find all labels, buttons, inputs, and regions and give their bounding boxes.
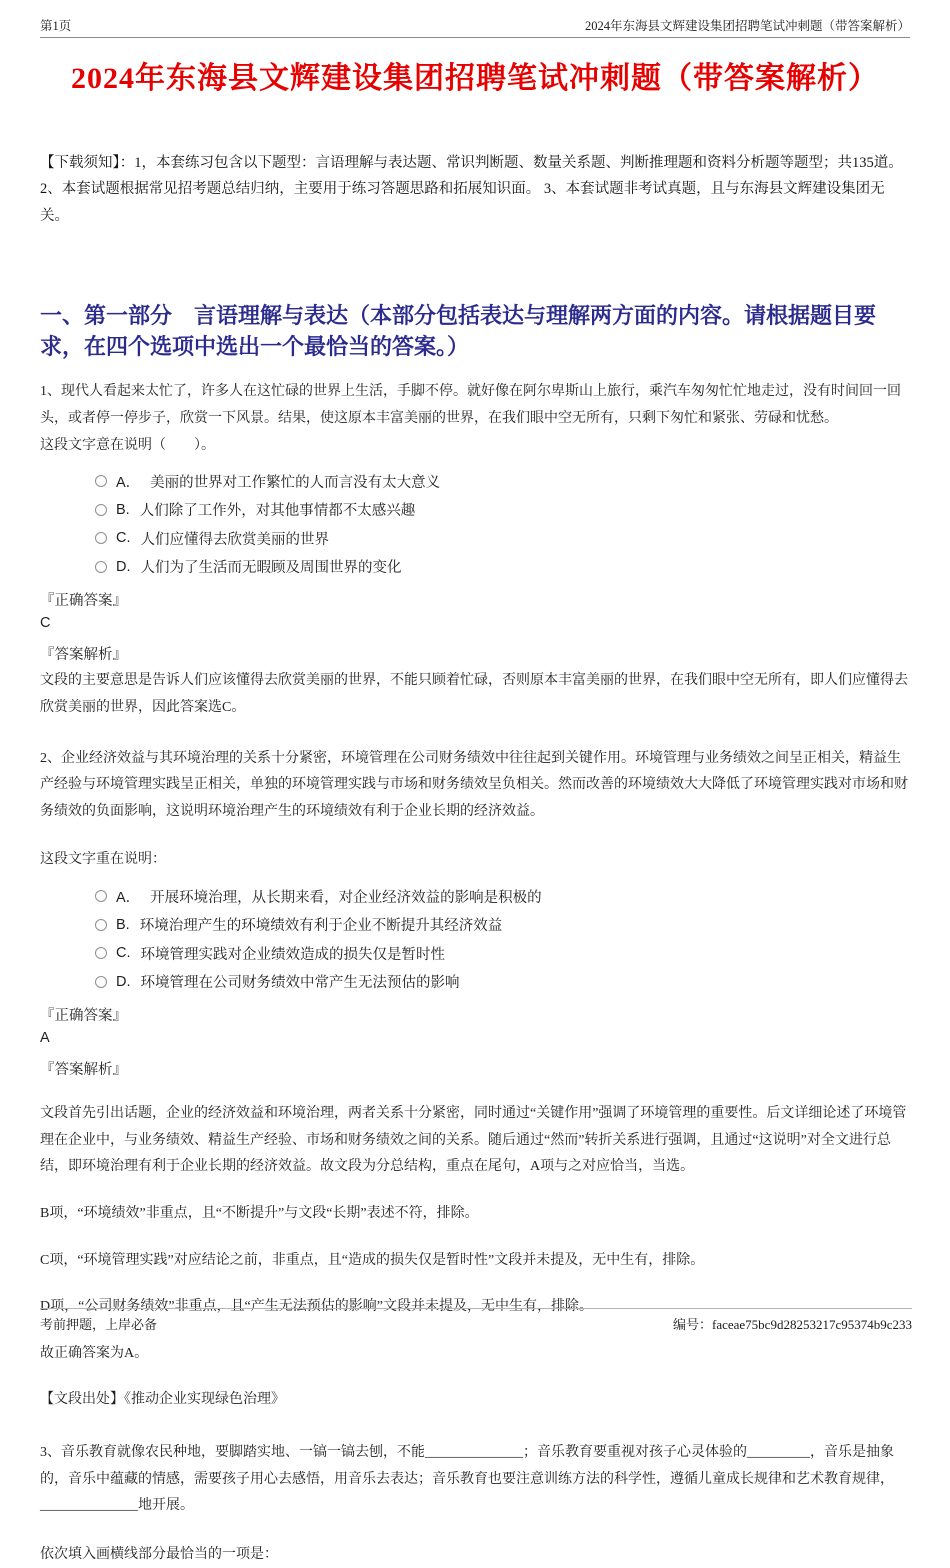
footer-serial: 编号：faceae75bc9d28253217c95374b9c233	[673, 1317, 912, 1332]
radio-button-icon[interactable]	[95, 976, 107, 988]
option-text: 环境治理产生的环境绩效有利于企业不断提升其经济效益	[139, 918, 503, 935]
question-3-prompt: 依次填入画横线部分最恰当的一项是：	[40, 1546, 278, 1562]
option-row-c	[95, 524, 910, 553]
radio-button-icon[interactable]	[95, 532, 107, 544]
radio-button-icon[interactable]	[95, 475, 107, 487]
analysis-conclusion: 故正确答案为A。	[40, 1345, 149, 1361]
analysis-text: 文段的主要意思是告诉人们应该懂得去欣赏美丽的世界，不能只顾着忙碌，否则原本丰富美丽的世界，在我们眼中空无所有，即人们应懂得去欣赏美丽的世界，因此答案选C。	[40, 673, 908, 716]
section-1-heading: 一、第一部分 言语理解与表达（本部分包括表达与理解两方面的内容。请根据题目要求，在四个选项中选出一个最恰当的答案。）	[40, 302, 877, 360]
radio-button-icon[interactable]	[95, 919, 107, 931]
correct-answer-label: 『正确答案』	[40, 593, 127, 610]
question-1-stem: 1、现代人看起来太忙了，许多人在这忙碌的世界上生活，手脚不停。就好像在阿尔卑斯山上旅行，乘汽车匆匆忙忙地走过，没有时间回一回头，或者停一停步子，欣赏一下风景。结果，使这原本丰富美丽的世界，在我们眼中空无所有，只剩下匆忙和紧张、劳碌和忧愁。 这段文字意在说明（ ）。	[40, 384, 901, 453]
option-letter: A．	[116, 889, 141, 906]
option-row-b	[95, 911, 910, 940]
doc-title: 2024年东海县文辉建设集团招聘笔试冲刺题（带答案解析）	[71, 62, 879, 95]
option-text: 美丽的世界对工作繁忙的人而言没有太大意义	[150, 474, 441, 491]
option-letter: C.	[116, 530, 131, 547]
option-text: 开展环境治理，从长期来看，对企业经济效益的影响是积极的	[150, 889, 542, 906]
option-row-d	[95, 968, 910, 997]
analysis-label: 『答案解析』	[40, 646, 127, 663]
option-letter: A．	[116, 474, 141, 491]
question-1	[40, 379, 910, 721]
option-letter: B.	[116, 916, 130, 933]
option-row-b	[95, 496, 910, 525]
page-header	[40, 0, 910, 38]
analysis-label: 『答案解析』	[40, 1061, 127, 1078]
analysis-option-c: C项，“环境管理实践”对应结论之前，非重点，且“造成的损失仅是暂时性”文段并未提及，无中生有，排除。	[40, 1252, 705, 1268]
option-text: 人们除了工作外，对其他事情都不太感兴趣	[139, 503, 416, 520]
option-text: 环境管理实践对企业绩效造成的损失仅是暂时性	[140, 946, 445, 963]
option-text: 人们应懂得去欣赏美丽的世界	[140, 531, 329, 548]
option-row-d	[95, 553, 910, 582]
option-row-a	[95, 467, 910, 496]
option-letter: D.	[116, 973, 131, 990]
correct-answer-value: A	[40, 1029, 50, 1046]
question-2-options	[95, 882, 910, 996]
option-letter: D.	[116, 558, 131, 575]
page-footer	[40, 1308, 912, 1333]
footer-slogan: 考前押题，上岸必备	[40, 1317, 158, 1332]
option-text: 环境管理在公司财务绩效中常产生无法预估的影响	[140, 975, 460, 992]
radio-button-icon[interactable]	[95, 561, 107, 573]
analysis-option-d: D项，“公司财务绩效”非重点，且“产生无法预估的影响”文段并未提及，无中生有，排除。	[40, 1299, 593, 1315]
question-2-prompt: 这段文字重在说明：	[40, 852, 166, 868]
option-letter: C.	[116, 945, 131, 962]
download-notice: 【下载须知】：1，本套练习包含以下题型：言语理解与表达题、常识判断题、数量关系题、判断推理题和资料分析题等题型；共135道。 2、本套试题根据常见招考题总结归纳，主要用于练习答题思路和拓展知识面。 3、本套试题非考试真题，且与东海县文辉建设集团无关。	[40, 154, 903, 225]
option-row-a	[95, 882, 910, 911]
option-text: 人们为了生活而无暇顾及周围世界的变化	[140, 560, 402, 577]
page-number: 第1页	[40, 19, 72, 33]
option-row-c	[95, 939, 910, 968]
question-2-stem: 2、企业经济效益与其环境治理的关系十分紧密，环境管理在公司财务绩效中往往起到关键作用。环境管理与业务绩效之间呈正相关，精益生产经验与环境管理实践呈正相关，单独的环境管理实践与市场和财务绩效呈负相关。然而改善的环境绩效大大降低了环境管理实践对市场和财务绩效的负面影响，这说明环境治理产生的环境绩效有利于企业长期的经济效益。	[40, 750, 908, 819]
passage-source: 【文段出处】《推动企业实现绿色治理》	[40, 1392, 285, 1408]
question-3	[40, 1440, 910, 1568]
analysis-option-b: B项，“环境绩效”非重点，且“不断提升”与文段“长期”表述不符，排除。	[40, 1206, 479, 1222]
correct-answer-value: C	[40, 614, 51, 631]
option-letter: B.	[116, 501, 130, 518]
analysis-main: 文段首先引出话题，企业的经济效益和环境治理，两者关系十分紧密，同时通过“关键作用”强调了环境管理的重要性。后文详细论述了环境管理在企业中，与业务绩效、精益生产经验、市场和财务绩效之间的关系。随后通过“然而”转折关系进行强调，且通过“这说明”对全文进行总结，即环境治理有利于企业长期的经济效益。故文段为分总结构，重点在尾句，A项与之对应恰当，当选。	[40, 1106, 907, 1175]
radio-button-icon[interactable]	[95, 890, 107, 902]
question-1-prompt: 这段文字意在说明（ ）。	[40, 437, 215, 453]
correct-answer-label: 『正确答案』	[40, 1008, 127, 1024]
header-doc-name: 2024年东海县文辉建设集团招聘笔试冲刺题（带答案解析）	[584, 19, 910, 33]
radio-button-icon[interactable]	[95, 947, 107, 959]
radio-button-icon[interactable]	[95, 504, 107, 516]
question-1-options	[95, 467, 910, 581]
question-3-stem: 3、音乐教育就像农民种地，要脚踏实地、一镐一镐去刨，不能______________；音乐教育要重视对孩子心灵体验的_________，音乐是抽象的，音乐中蕴藏的情感，需要孩子用心去感悟，用音乐去表达；音乐教育也要注意训练方法的科学性，遵循儿童成长规律和艺术教育规律，______________地开展。	[40, 1445, 894, 1514]
